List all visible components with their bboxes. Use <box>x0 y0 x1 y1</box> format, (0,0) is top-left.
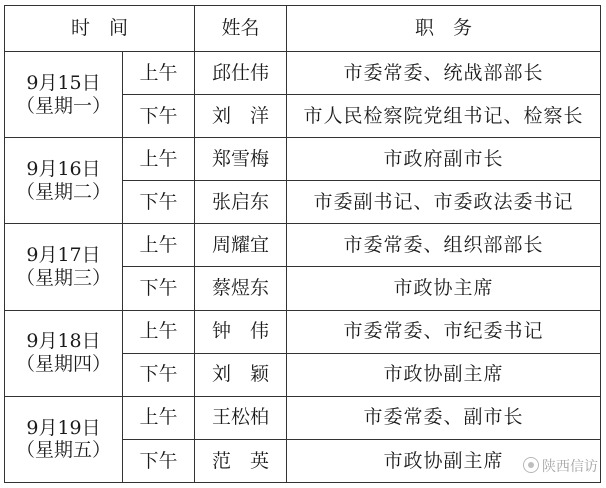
table-row <box>5 52 601 95</box>
table-row <box>5 396 601 439</box>
name-cell: 刘 洋 <box>195 95 287 138</box>
weekday-text: （星期三） <box>15 266 111 289</box>
position-cell: 市政府副市长 <box>287 138 601 181</box>
period-cell: 下午 <box>123 353 195 396</box>
name-cell: 张启东 <box>195 181 287 224</box>
name-cell: 郑雪梅 <box>195 138 287 181</box>
table-row <box>5 138 601 181</box>
period-cell: 下午 <box>123 95 195 138</box>
weekday-text: （星期五） <box>15 439 111 462</box>
date-text: 9月16日 <box>26 157 101 180</box>
name-cell: 范 英 <box>195 439 287 482</box>
name-cell: 刘 颖 <box>195 353 287 396</box>
schedule-table <box>4 5 601 483</box>
date-text: 9月19日 <box>26 416 101 439</box>
period-cell: 下午 <box>123 181 195 224</box>
name-cell: 蔡煜东 <box>195 267 287 310</box>
date-text: 9月15日 <box>26 71 101 94</box>
period-cell: 下午 <box>123 439 195 482</box>
name-cell: 周耀宜 <box>195 224 287 267</box>
period-cell: 上午 <box>123 138 195 181</box>
watermark-text: 陕西信访 <box>542 459 598 475</box>
weekday-text: （星期二） <box>15 180 111 203</box>
date-text: 9月18日 <box>26 330 101 353</box>
table-row <box>5 224 601 267</box>
position-cell: 市政协副主席 <box>287 439 601 482</box>
header-name: 姓名 <box>195 6 287 52</box>
date-cell <box>5 310 123 396</box>
period-cell: 下午 <box>123 267 195 310</box>
header-position: 职 务 <box>287 6 601 52</box>
name-cell: 钟 伟 <box>195 310 287 353</box>
weekday-text: （星期四） <box>15 353 111 376</box>
name-cell: 王松柏 <box>195 396 287 439</box>
period-cell: 上午 <box>123 396 195 439</box>
position-cell: 市委副书记、市委政法委书记 <box>287 181 601 224</box>
position-cell: 市委常委、副市长 <box>287 396 601 439</box>
period-cell: 上午 <box>123 310 195 353</box>
header-time: 时 间 <box>5 6 195 52</box>
period-cell: 上午 <box>123 224 195 267</box>
position-cell: 市委常委、统战部部长 <box>287 52 601 95</box>
date-cell <box>5 224 123 310</box>
period-cell: 上午 <box>123 52 195 95</box>
header-row <box>5 6 601 52</box>
position-cell: 市委常委、市纪委书记 <box>287 310 601 353</box>
date-cell <box>5 396 123 482</box>
date-cell <box>5 138 123 224</box>
position-cell: 市委常委、组织部部长 <box>287 224 601 267</box>
table-row <box>5 310 601 353</box>
name-cell: 邱仕伟 <box>195 52 287 95</box>
position-cell: 市政协副主席 <box>287 353 601 396</box>
position-cell: 市人民检察院党组书记、检察长 <box>287 95 601 138</box>
date-text: 9月17日 <box>26 244 101 267</box>
position-cell: 市政协主席 <box>287 267 601 310</box>
weekday-text: （星期一） <box>15 94 111 117</box>
date-cell <box>5 52 123 138</box>
